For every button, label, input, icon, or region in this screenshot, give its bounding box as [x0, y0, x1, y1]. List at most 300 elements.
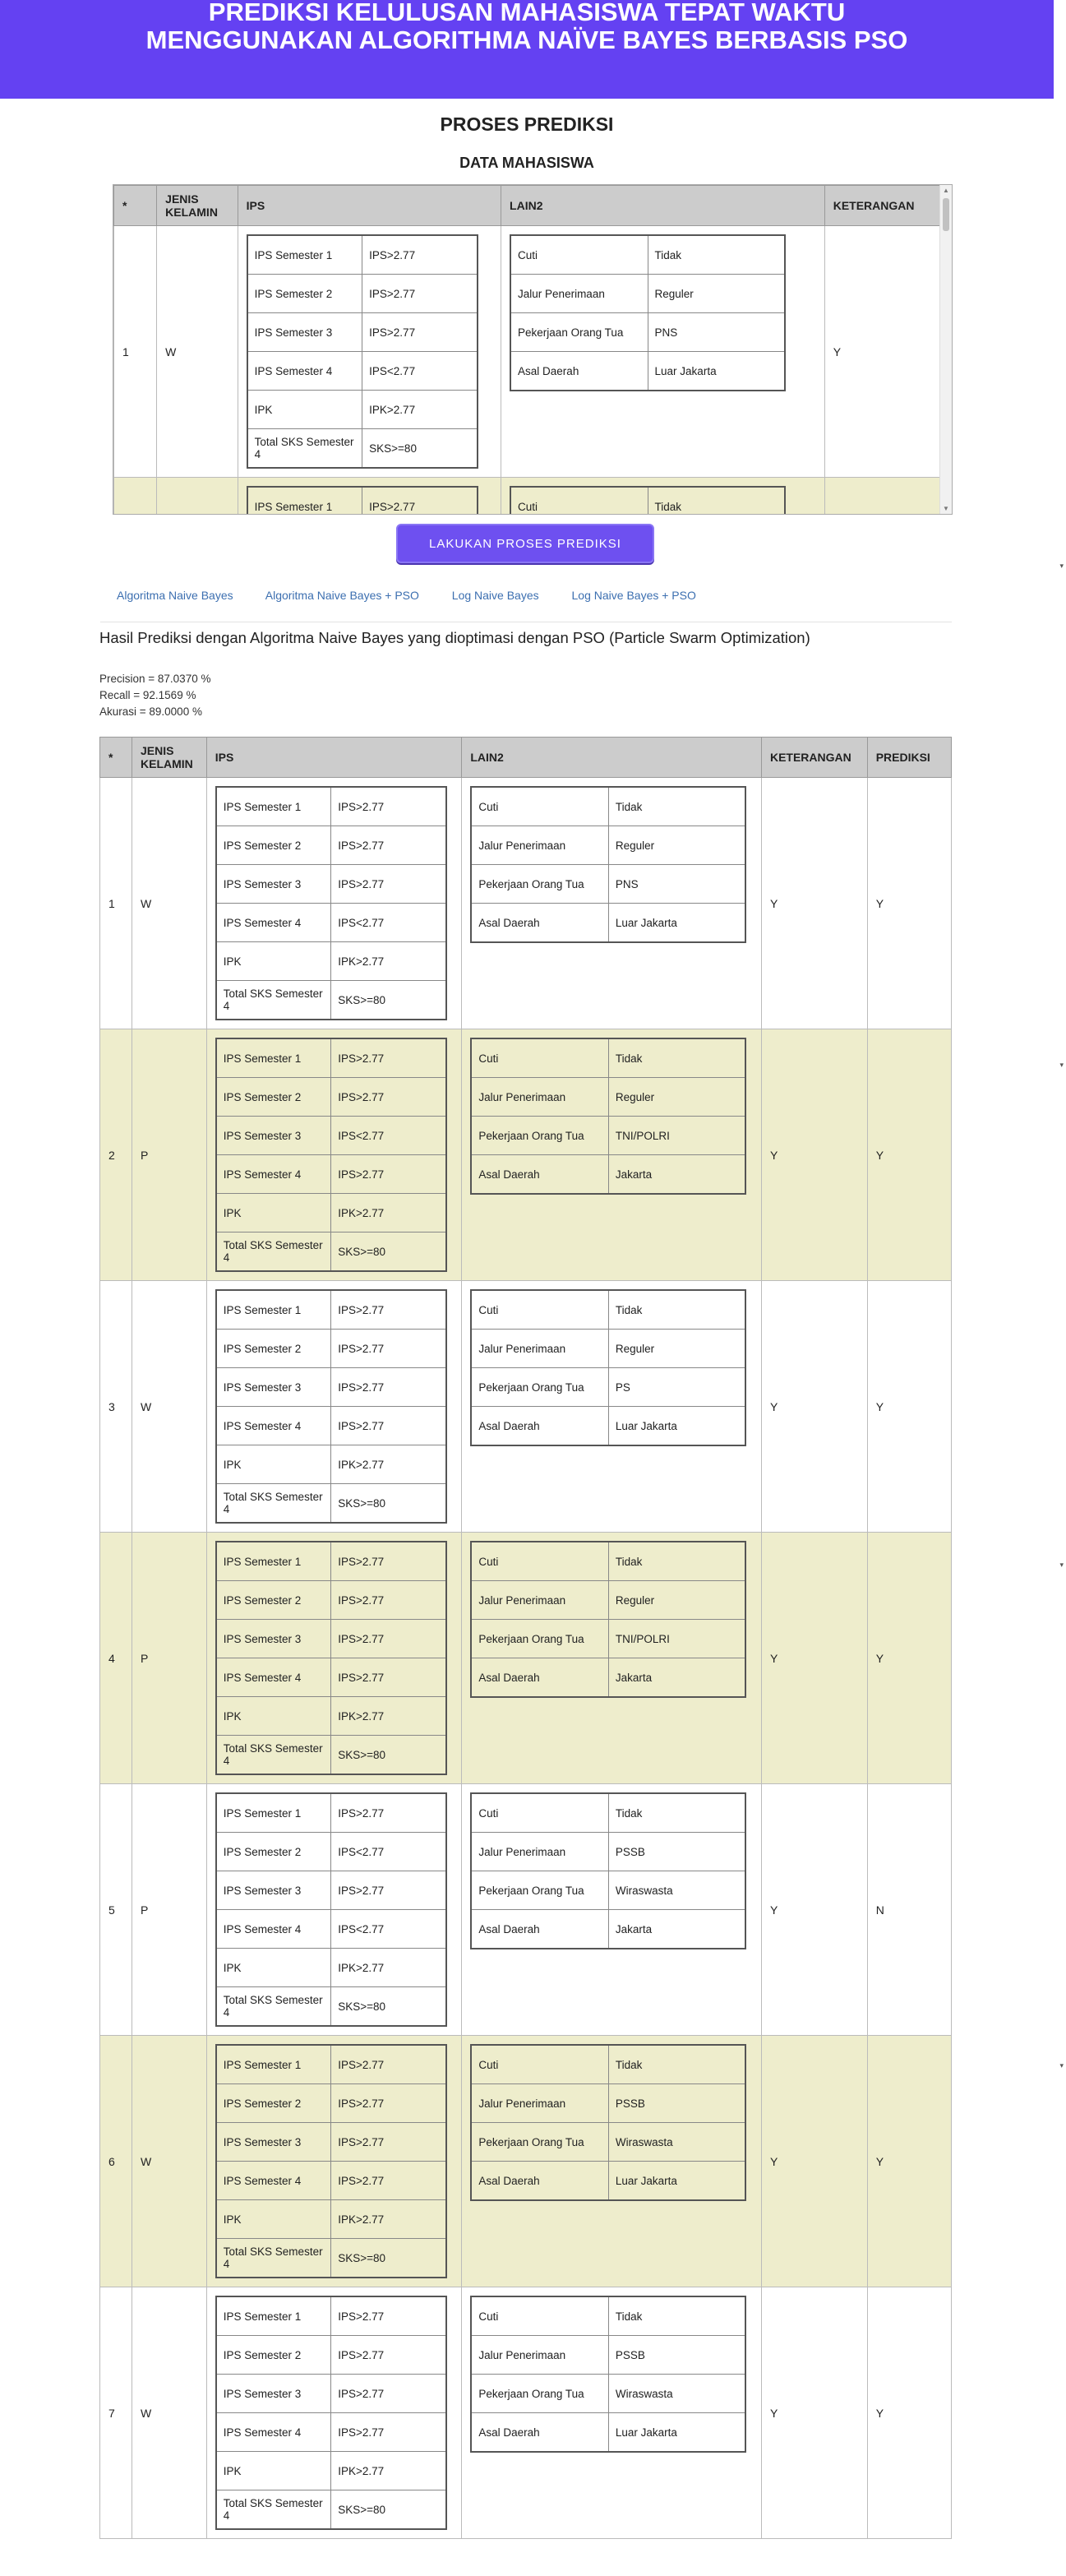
- attribute-value: PSSB: [608, 2336, 745, 2375]
- attribute-value: PSSB: [608, 2084, 745, 2123]
- page-scrollbar[interactable]: [1054, 0, 1066, 2576]
- data-mahasiswa-scroll-container[interactable]: [113, 184, 953, 515]
- attribute-value: Reguler: [608, 1078, 745, 1117]
- table-row: [100, 1029, 952, 1281]
- inner-row: [247, 313, 478, 352]
- ips-detail-table: [247, 234, 478, 469]
- keterangan-cell: Y: [761, 778, 867, 1029]
- inner-row: [471, 2413, 745, 2453]
- attribute-value: Luar Jakarta: [608, 2413, 745, 2453]
- attribute-label: Pekerjaan Orang Tua: [471, 1871, 608, 1910]
- inner-row: [471, 2162, 745, 2201]
- attribute-label: Pekerjaan Orang Tua: [471, 1620, 608, 1658]
- inner-row: [216, 1736, 446, 1775]
- keterangan-cell: Y: [761, 2287, 867, 2539]
- process-prediction-button[interactable]: LAKUKAN PROSES PREDIKSI: [396, 524, 654, 563]
- ips-cell: [238, 226, 501, 478]
- inner-row: [216, 865, 446, 904]
- attribute-label: IPS Semester 1: [216, 1793, 331, 1833]
- attribute-label: Asal Daerah: [510, 352, 648, 391]
- attribute-label: IPK: [216, 2452, 331, 2490]
- attribute-value: IPS>2.77: [331, 2413, 446, 2452]
- attribute-label: IPS Semester 4: [216, 1155, 331, 1194]
- inner-row: [471, 865, 745, 904]
- attribute-label: IPS Semester 2: [216, 2336, 331, 2375]
- inner-row: [471, 1038, 745, 1078]
- inner-row: [471, 826, 745, 865]
- row-number: 5: [100, 1784, 132, 2036]
- attribute-value: IPS>2.77: [362, 313, 478, 352]
- attribute-label: IPK: [216, 1697, 331, 1736]
- inner-row: [471, 1833, 745, 1871]
- inner-row: [510, 313, 785, 352]
- attribute-value: Reguler: [648, 275, 785, 313]
- column-header: LAIN2: [462, 738, 762, 778]
- attribute-label: IPS Semester 1: [216, 2296, 331, 2336]
- attribute-label: IPS Semester 1: [216, 1290, 331, 1330]
- attribute-label: Cuti: [510, 487, 648, 515]
- inner-row: [216, 1117, 446, 1155]
- attribute-label: IPS Semester 3: [216, 1620, 331, 1658]
- attribute-label: IPS Semester 2: [216, 1330, 331, 1368]
- attribute-value: IPS>2.77: [331, 2084, 446, 2123]
- lain2-detail-table: [470, 2296, 746, 2453]
- scroll-down-icon: ▾: [1059, 562, 1064, 570]
- row-number: 7: [100, 2287, 132, 2539]
- inner-row: [216, 2375, 446, 2413]
- inner-row: [216, 1697, 446, 1736]
- attribute-value: IPK>2.77: [331, 1194, 446, 1233]
- inner-row: [216, 826, 446, 865]
- ips-cell: [206, 1533, 462, 1784]
- gender-cell: W: [132, 778, 207, 1029]
- attribute-label: Total SKS Semester 4: [216, 1987, 331, 2027]
- attribute-label: IPS Semester 2: [216, 1581, 331, 1620]
- attribute-value: IPS>2.77: [331, 2123, 446, 2162]
- attribute-value: SKS>=80: [331, 1484, 446, 1524]
- inner-row: [216, 904, 446, 942]
- table-row: [100, 1281, 952, 1533]
- attribute-value: Tidak: [608, 2045, 745, 2084]
- attribute-label: IPS Semester 2: [216, 1078, 331, 1117]
- ips-cell: [206, 1784, 462, 2036]
- attribute-label: IPS Semester 3: [216, 1368, 331, 1407]
- attribute-label: IPS Semester 1: [216, 1542, 331, 1581]
- lain2-detail-table: [470, 2044, 746, 2201]
- ips-detail-table: [215, 2044, 447, 2278]
- attribute-value: Tidak: [608, 1038, 745, 1078]
- attribute-value: Jakarta: [608, 1658, 745, 1698]
- attribute-label: Asal Daerah: [471, 2162, 608, 2201]
- keterangan-cell: Y: [761, 1533, 867, 1784]
- inner-row: [216, 1987, 446, 2027]
- attribute-label: IPK: [216, 1194, 331, 1233]
- inner-row: [216, 981, 446, 1020]
- inner-row: [247, 429, 478, 469]
- prediction-cell: Y: [867, 1029, 951, 1281]
- inner-row: [216, 2452, 446, 2490]
- inner-row: [247, 352, 478, 391]
- attribute-label: Jalur Penerimaan: [471, 2084, 608, 2123]
- attribute-value: Luar Jakarta: [648, 352, 785, 391]
- attribute-value: IPS>2.77: [331, 1155, 446, 1194]
- banner-title-line1: PREDIKSI KELULUSAN MAHASISWA TEPAT WAKTU: [208, 0, 846, 26]
- keterangan-cell: [824, 478, 939, 516]
- attribute-value: Reguler: [608, 1581, 745, 1620]
- attribute-label: IPS Semester 3: [216, 1117, 331, 1155]
- inner-row: [216, 1833, 446, 1871]
- attribute-value: Tidak: [608, 787, 745, 826]
- attribute-value: SKS>=80: [331, 1736, 446, 1775]
- row-number: 3: [100, 1281, 132, 1533]
- inner-row: [247, 487, 478, 515]
- column-header: KETERANGAN: [761, 738, 867, 778]
- table-row: [114, 226, 940, 478]
- attribute-value: Tidak: [648, 235, 785, 275]
- attribute-label: IPS Semester 2: [216, 2084, 331, 2123]
- attribute-label: IPS Semester 1: [216, 1038, 331, 1078]
- attribute-label: Total SKS Semester 4: [216, 1736, 331, 1775]
- attribute-value: IPK>2.77: [331, 1949, 446, 1987]
- inner-row: [471, 2084, 745, 2123]
- attribute-label: Asal Daerah: [471, 904, 608, 943]
- attribute-value: TNI/POLRI: [608, 1620, 745, 1658]
- inner-row: [216, 2490, 446, 2530]
- inner-row: [471, 1871, 745, 1910]
- inner-row: [216, 1658, 446, 1697]
- attribute-label: IPS Semester 1: [216, 787, 331, 826]
- attribute-value: IPS>2.77: [331, 1407, 446, 1445]
- attribute-value: Luar Jakarta: [608, 1407, 745, 1446]
- attribute-value: Reguler: [608, 1330, 745, 1368]
- ips-cell: [206, 2036, 462, 2287]
- prediction-cell: Y: [867, 2287, 951, 2539]
- inner-row: [216, 1290, 446, 1330]
- scrollbar-thumb[interactable]: [943, 198, 949, 231]
- attribute-value: IPS<2.77: [331, 904, 446, 942]
- attribute-label: Cuti: [471, 1038, 608, 1078]
- inner-row: [216, 2336, 446, 2375]
- inner-row: [471, 1581, 745, 1620]
- attribute-value: SKS>=80: [331, 2239, 446, 2278]
- attribute-label: IPS Semester 4: [216, 2162, 331, 2200]
- inner-row: [216, 1038, 446, 1078]
- column-header: IPS: [238, 186, 501, 226]
- lain2-cell: [462, 2036, 762, 2287]
- keterangan-cell: Y: [761, 2036, 867, 2287]
- keterangan-cell: Y: [761, 1281, 867, 1533]
- lain2-detail-table: [470, 786, 746, 943]
- attribute-value: IPS>2.77: [362, 487, 478, 515]
- inner-row: [471, 1155, 745, 1195]
- gender-cell: W: [157, 226, 238, 478]
- table-row: [114, 478, 940, 516]
- attribute-value: PS: [608, 1368, 745, 1407]
- lain2-detail-table: [470, 1038, 746, 1195]
- inner-row: [216, 1445, 446, 1484]
- precision-value: Precision = 87.0370 %: [99, 673, 211, 685]
- attribute-value: IPS>2.77: [331, 1330, 446, 1368]
- inner-row: [471, 787, 745, 826]
- inner-row: [510, 487, 785, 515]
- row-number: [114, 478, 157, 516]
- attribute-label: IPS Semester 3: [216, 2375, 331, 2413]
- table-scrollbar[interactable]: [939, 185, 952, 514]
- attribute-value: IPK>2.77: [331, 2200, 446, 2239]
- inner-row: [216, 1910, 446, 1949]
- attribute-label: Total SKS Semester 4: [216, 1484, 331, 1524]
- ips-detail-table: [215, 1792, 447, 2027]
- tab-naive-bayes-pso[interactable]: Algoritma Naive Bayes + PSO: [265, 589, 419, 602]
- inner-row: [471, 1078, 745, 1117]
- row-number: 4: [100, 1533, 132, 1784]
- tab-log-naive-bayes-pso[interactable]: Log Naive Bayes + PSO: [571, 589, 696, 602]
- prediction-cell: Y: [867, 1533, 951, 1784]
- attribute-label: Asal Daerah: [471, 1910, 608, 1949]
- banner-title-line2: MENGGUNAKAN ALGORITHMA NAÏVE BAYES BERBASIS PSO: [145, 25, 908, 54]
- inner-row: [216, 1542, 446, 1581]
- attribute-label: IPS Semester 2: [216, 826, 331, 865]
- inner-row: [216, 2045, 446, 2084]
- attribute-label: Total SKS Semester 4: [216, 2239, 331, 2278]
- attribute-value: IPS<2.77: [362, 352, 478, 391]
- ips-cell: [206, 778, 462, 1029]
- attribute-label: Jalur Penerimaan: [471, 1833, 608, 1871]
- inner-row: [471, 1330, 745, 1368]
- inner-row: [216, 2123, 446, 2162]
- attribute-value: Luar Jakarta: [608, 2162, 745, 2201]
- inner-row: [510, 352, 785, 391]
- inner-row: [471, 2375, 745, 2413]
- lain2-cell: [462, 778, 762, 1029]
- recall-value: Recall = 92.1569 %: [99, 689, 196, 701]
- inner-row: [471, 2296, 745, 2336]
- gender-cell: P: [132, 1029, 207, 1281]
- attribute-label: Pekerjaan Orang Tua: [471, 1117, 608, 1155]
- attribute-label: Total SKS Semester 4: [216, 1233, 331, 1272]
- inner-row: [471, 1542, 745, 1581]
- attribute-value: Jakarta: [608, 1155, 745, 1195]
- keterangan-cell: Y: [761, 1029, 867, 1281]
- inner-row: [471, 1290, 745, 1330]
- lain2-cell: [501, 478, 825, 516]
- inner-row: [216, 2162, 446, 2200]
- attribute-value: Jakarta: [608, 1910, 745, 1949]
- scroll-down-icon[interactable]: ▼: [943, 505, 949, 512]
- attribute-label: Pekerjaan Orang Tua: [471, 1368, 608, 1407]
- attribute-value: IPS>2.77: [331, 1871, 446, 1910]
- column-header: LAIN2: [501, 186, 825, 226]
- ips-detail-table: [215, 786, 447, 1020]
- column-header: KETERANGAN: [824, 186, 939, 226]
- lain2-cell: [462, 1281, 762, 1533]
- attribute-value: IPS>2.77: [331, 2375, 446, 2413]
- ips-cell: [206, 2287, 462, 2539]
- attribute-value: Tidak: [608, 1290, 745, 1330]
- attribute-label: IPK: [216, 1949, 331, 1987]
- attribute-label: Asal Daerah: [471, 1155, 608, 1195]
- attribute-value: IPK>2.77: [331, 942, 446, 981]
- attribute-label: IPK: [216, 2200, 331, 2239]
- attribute-label: IPS Semester 1: [247, 487, 362, 515]
- keterangan-cell: Y: [761, 1784, 867, 2036]
- attribute-label: Pekerjaan Orang Tua: [471, 865, 608, 904]
- attribute-value: IPK>2.77: [331, 2452, 446, 2490]
- attribute-value: IPS>2.77: [331, 826, 446, 865]
- attribute-label: IPS Semester 4: [216, 1658, 331, 1697]
- prediction-result-table: [99, 737, 952, 2539]
- inner-row: [471, 1620, 745, 1658]
- inner-row: [216, 2200, 446, 2239]
- lain2-cell: [462, 1533, 762, 1784]
- attribute-value: Wiraswasta: [608, 1871, 745, 1910]
- attribute-label: Cuti: [471, 1290, 608, 1330]
- ips-detail-table: [215, 1038, 447, 1272]
- inner-row: [471, 1910, 745, 1949]
- attribute-label: IPS Semester 3: [216, 2123, 331, 2162]
- prediction-cell: Y: [867, 778, 951, 1029]
- attribute-value: IPS>2.77: [331, 2045, 446, 2084]
- metrics-block: [99, 671, 210, 720]
- attribute-label: IPS Semester 3: [216, 865, 331, 904]
- attribute-label: Total SKS Semester 4: [216, 981, 331, 1020]
- attribute-value: Luar Jakarta: [608, 904, 745, 943]
- scroll-down-icon: ▾: [1059, 2061, 1064, 2070]
- attribute-value: IPS>2.77: [331, 1078, 446, 1117]
- column-header: PREDIKSI: [867, 738, 951, 778]
- attribute-value: IPS>2.77: [362, 275, 478, 313]
- prediction-result-container: [99, 737, 952, 2539]
- inner-row: [471, 1117, 745, 1155]
- attribute-label: IPS Semester 4: [216, 1910, 331, 1949]
- attribute-value: Tidak: [608, 1793, 745, 1833]
- tab-log-naive-bayes[interactable]: Log Naive Bayes: [451, 589, 539, 602]
- attribute-value: SKS>=80: [331, 1233, 446, 1272]
- column-header: *: [114, 186, 157, 226]
- attribute-label: Pekerjaan Orang Tua: [471, 2375, 608, 2413]
- attribute-label: Jalur Penerimaan: [471, 2336, 608, 2375]
- attribute-value: IPK>2.77: [331, 1445, 446, 1484]
- attribute-value: SKS>=80: [331, 981, 446, 1020]
- attribute-label: IPS Semester 4: [247, 352, 362, 391]
- scroll-down-icon: ▾: [1059, 1061, 1064, 1069]
- attribute-label: Cuti: [471, 2045, 608, 2084]
- inner-row: [216, 1871, 446, 1910]
- inner-row: [216, 1194, 446, 1233]
- attribute-value: SKS>=80: [331, 2490, 446, 2530]
- attribute-label: Asal Daerah: [471, 1658, 608, 1698]
- ips-detail-table: [215, 1541, 447, 1775]
- ips-detail-table: [215, 2296, 447, 2530]
- attribute-value: IPS<2.77: [331, 1117, 446, 1155]
- attribute-label: Jalur Penerimaan: [471, 826, 608, 865]
- attribute-value: IPS<2.77: [331, 1833, 446, 1871]
- ips-detail-table: [215, 1289, 447, 1524]
- attribute-label: Asal Daerah: [471, 2413, 608, 2453]
- column-header: *: [100, 738, 132, 778]
- inner-row: [216, 1484, 446, 1524]
- attribute-value: Tidak: [608, 2296, 745, 2336]
- column-header: JENIS KELAMIN: [132, 738, 207, 778]
- inner-row: [247, 391, 478, 429]
- inner-row: [247, 235, 478, 275]
- attribute-value: IPK>2.77: [331, 1697, 446, 1736]
- inner-row: [216, 1368, 446, 1407]
- attribute-value: IPS>2.77: [331, 1368, 446, 1407]
- inner-row: [216, 1233, 446, 1272]
- row-number: 1: [114, 226, 157, 478]
- attribute-value: IPS>2.77: [331, 2162, 446, 2200]
- gender-cell: W: [132, 1281, 207, 1533]
- lain2-detail-table: [470, 1541, 746, 1698]
- attribute-value: PNS: [648, 313, 785, 352]
- attribute-value: IPS>2.77: [331, 1620, 446, 1658]
- inner-row: [216, 2296, 446, 2336]
- inner-row: [216, 1330, 446, 1368]
- inner-row: [471, 2336, 745, 2375]
- attribute-label: Total SKS Semester 4: [216, 2490, 331, 2530]
- data-mahasiswa-table: [113, 185, 940, 515]
- row-number: 2: [100, 1029, 132, 1281]
- attribute-label: Cuti: [510, 235, 648, 275]
- inner-row: [216, 2413, 446, 2452]
- attribute-value: Tidak: [608, 1542, 745, 1581]
- attribute-value: IPS>2.77: [331, 2336, 446, 2375]
- inner-row: [471, 1407, 745, 1446]
- attribute-label: Pekerjaan Orang Tua: [471, 2123, 608, 2162]
- attribute-value: IPS>2.77: [362, 235, 478, 275]
- prediction-cell: Y: [867, 2036, 951, 2287]
- inner-row: [471, 904, 745, 943]
- lain2-detail-table: [470, 1792, 746, 1949]
- inner-row: [216, 1620, 446, 1658]
- table-row: [100, 2287, 952, 2539]
- gender-cell: P: [132, 1784, 207, 2036]
- ips-detail-table: [247, 486, 478, 515]
- attribute-value: SKS>=80: [362, 429, 478, 469]
- attribute-label: IPS Semester 1: [216, 2045, 331, 2084]
- attribute-label: Asal Daerah: [471, 1407, 608, 1446]
- row-number: 1: [100, 778, 132, 1029]
- inner-row: [510, 235, 785, 275]
- row-number: 6: [100, 2036, 132, 2287]
- attribute-label: Pekerjaan Orang Tua: [510, 313, 648, 352]
- table-row: [100, 1784, 952, 2036]
- inner-row: [216, 787, 446, 826]
- attribute-value: Tidak: [648, 487, 785, 515]
- attribute-value: IPS>2.77: [331, 1658, 446, 1697]
- ips-cell: [206, 1029, 462, 1281]
- attribute-label: IPS Semester 3: [216, 1871, 331, 1910]
- attribute-label: Cuti: [471, 2296, 608, 2336]
- ips-cell: [206, 1281, 462, 1533]
- attribute-label: Jalur Penerimaan: [471, 1078, 608, 1117]
- scroll-up-icon[interactable]: ▲: [943, 187, 949, 194]
- table-row: [100, 2036, 952, 2287]
- column-header: JENIS KELAMIN: [157, 186, 238, 226]
- lain2-cell: [462, 1784, 762, 2036]
- tab-naive-bayes[interactable]: Algoritma Naive Bayes: [117, 589, 233, 602]
- attribute-label: Jalur Penerimaan: [471, 1581, 608, 1620]
- attribute-value: IPS>2.77: [331, 2296, 446, 2336]
- attribute-label: Cuti: [471, 787, 608, 826]
- inner-row: [216, 1407, 446, 1445]
- result-title: Hasil Prediksi dengan Algoritma Naive Bayes yang dioptimasi dengan PSO (Particle Swarm Optimization): [99, 629, 810, 646]
- attribute-label: Jalur Penerimaan: [510, 275, 648, 313]
- algorithm-tabs: [117, 589, 726, 602]
- attribute-label: Jalur Penerimaan: [471, 1330, 608, 1368]
- attribute-value: IPS>2.77: [331, 787, 446, 826]
